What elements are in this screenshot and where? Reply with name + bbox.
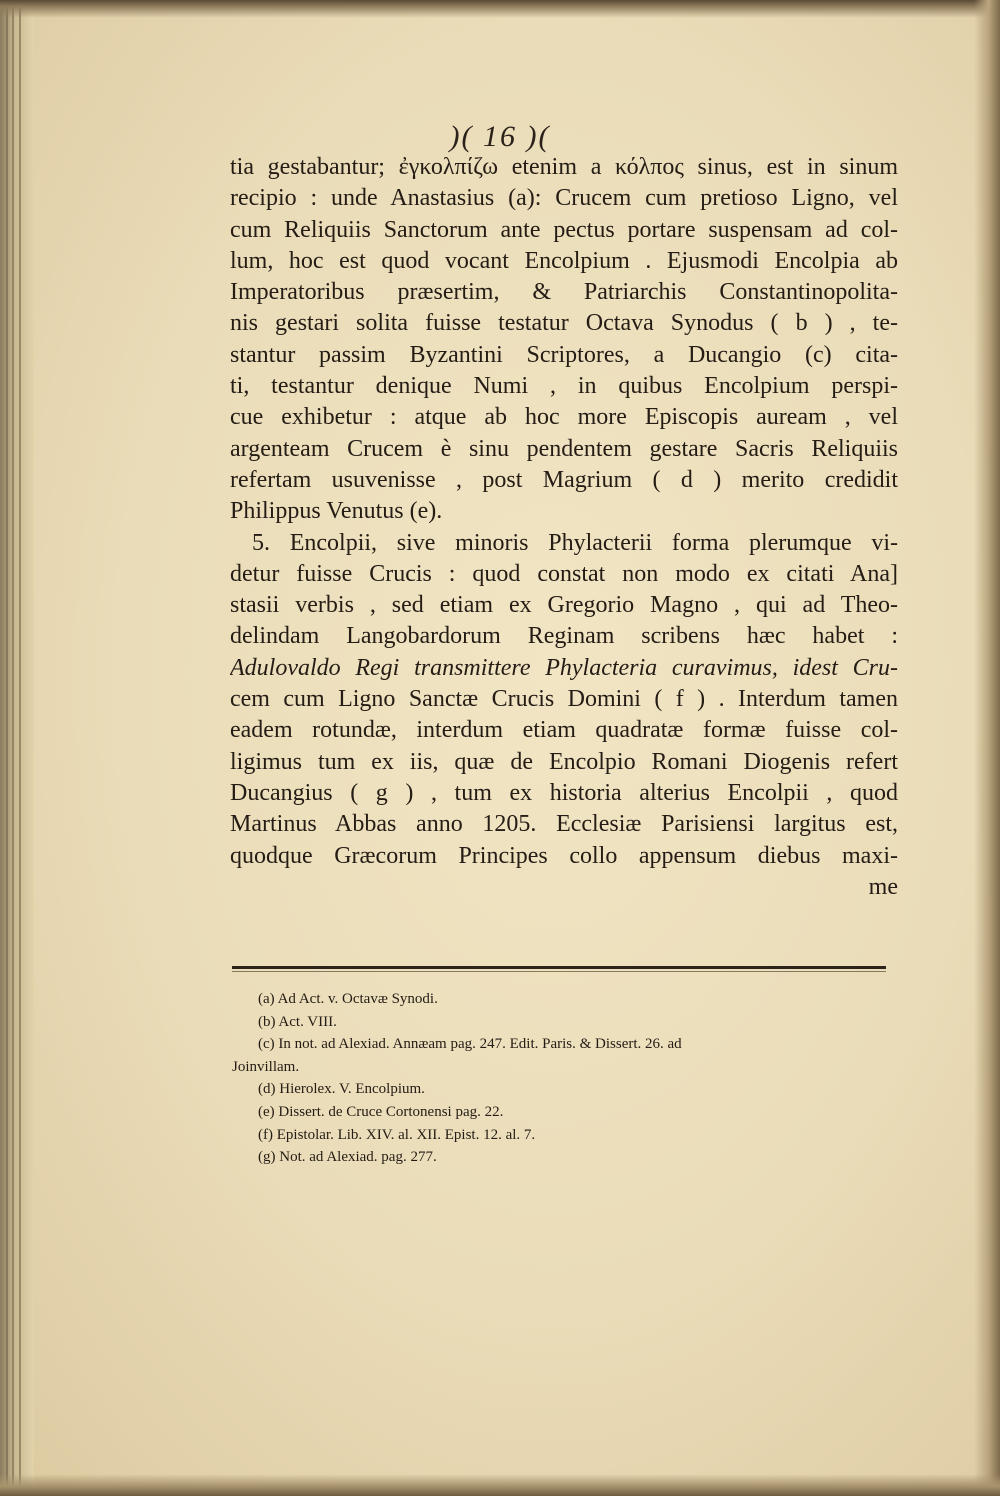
footnote: (d) Hierolex. V. Encolpium. bbox=[258, 1081, 425, 1098]
footnote: (g) Not. ad Alexiad. pag. 277. bbox=[258, 1149, 437, 1166]
footnote: (a) Ad Act. v. Octavæ Synodi. bbox=[258, 991, 438, 1007]
text-line: stasii verbis , sed etiam ex Gregorio Magno , qui ad Theo- bbox=[230, 592, 898, 619]
page-number-header: )( 16 )( bbox=[449, 120, 551, 153]
footnote: Joinvillam. bbox=[232, 1058, 300, 1075]
body-text bbox=[230, 152, 898, 903]
text-line: Philippus Venutus (e). bbox=[230, 498, 443, 525]
text-line: detur fuisse Crucis : quod constat non modo ex citati Ana] bbox=[230, 560, 898, 587]
text-line: Imperatoribus præsertim, & Patriarchis Constantinopolita- bbox=[230, 279, 898, 306]
text-line: refertam usuvenisse , post Magrium ( d ) merito credidit bbox=[230, 466, 898, 493]
footnotes bbox=[232, 988, 898, 1169]
text-line: argenteam Crucem è sinu pendentem gestare Sacris Reliquiis bbox=[230, 435, 898, 462]
text-line: lum, hoc est quod vocant Encolpium . Ejusmodi Encolpia ab bbox=[230, 247, 898, 274]
text-line: nis gestari solita fuisse testatur Octava Synodus ( b ) , te- bbox=[230, 310, 898, 337]
spine-fold-line bbox=[19, 0, 21, 1496]
text-line: stantur passim Byzantini Scriptores, a Ducangio (c) cita- bbox=[230, 341, 898, 368]
text-line: Adulovaldo Regi transmittere Phylacteria curavimus, idest Cru- bbox=[230, 654, 898, 681]
footnote-rule bbox=[232, 966, 886, 969]
spine-fold-line bbox=[12, 0, 14, 1496]
page-top-edge bbox=[0, 0, 1000, 18]
text-line: delindam Langobardorum Reginam scribens hæc habet : bbox=[230, 623, 898, 650]
footnote: (c) In not. ad Alexiad. Annæam pag. 247. Edit. Paris. & Dissert. 26. ad bbox=[258, 1036, 682, 1053]
footnote: (f) Epistolar. Lib. XIV. al. XII. Epist. 12. al. 7. bbox=[258, 1126, 536, 1143]
text-line: cem cum Ligno Sanctæ Crucis Domini ( f ) . Interdum tamen bbox=[230, 686, 898, 713]
text-line: 5. Encolpii, sive minoris Phylacterii forma plerumque vi- bbox=[252, 529, 898, 556]
text-line: ti, testantur denique Numi , in quibus Encolpium perspi- bbox=[230, 373, 898, 400]
footnote: (b) Act. VIII. bbox=[258, 1013, 337, 1030]
text-line: cue exhibetur : atque ab hoc more Episcopis auream , vel bbox=[230, 404, 898, 431]
text-line: ligimus tum ex iis, quæ de Encolpio Romani Diogenis refert bbox=[230, 748, 898, 775]
text-line: Martinus Abbas anno 1205. Ecclesiæ Parisiensi largitus est, bbox=[230, 811, 898, 838]
text-line: eadem rotundæ, interdum etiam quadratæ formæ fuisse col- bbox=[230, 717, 898, 744]
catchword: me bbox=[868, 873, 898, 900]
spine-fold-line bbox=[6, 0, 8, 1496]
page-right-edge bbox=[974, 0, 1000, 1496]
page-bottom-edge bbox=[0, 1474, 1000, 1496]
footnote-rule-thin bbox=[232, 971, 886, 972]
text-line: Ducangius ( g ) , tum ex historia alterius Encolpii , quod bbox=[230, 779, 898, 806]
text-line: cum Reliquiis Sanctorum ante pectus portare suspensam ad col- bbox=[230, 216, 898, 243]
text-line: quodque Græcorum Principes collo appensum diebus maxi- bbox=[230, 842, 898, 869]
text-line: recipio : unde Anastasius (a): Crucem cum pretioso Ligno, vel bbox=[230, 185, 898, 212]
footnote: (e) Dissert. de Cruce Cortonensi pag. 22. bbox=[258, 1103, 504, 1120]
text-line: tia gestabantur; ἐγκολπίζω etenim a κόλπος sinus, est in sinum bbox=[230, 154, 898, 180]
